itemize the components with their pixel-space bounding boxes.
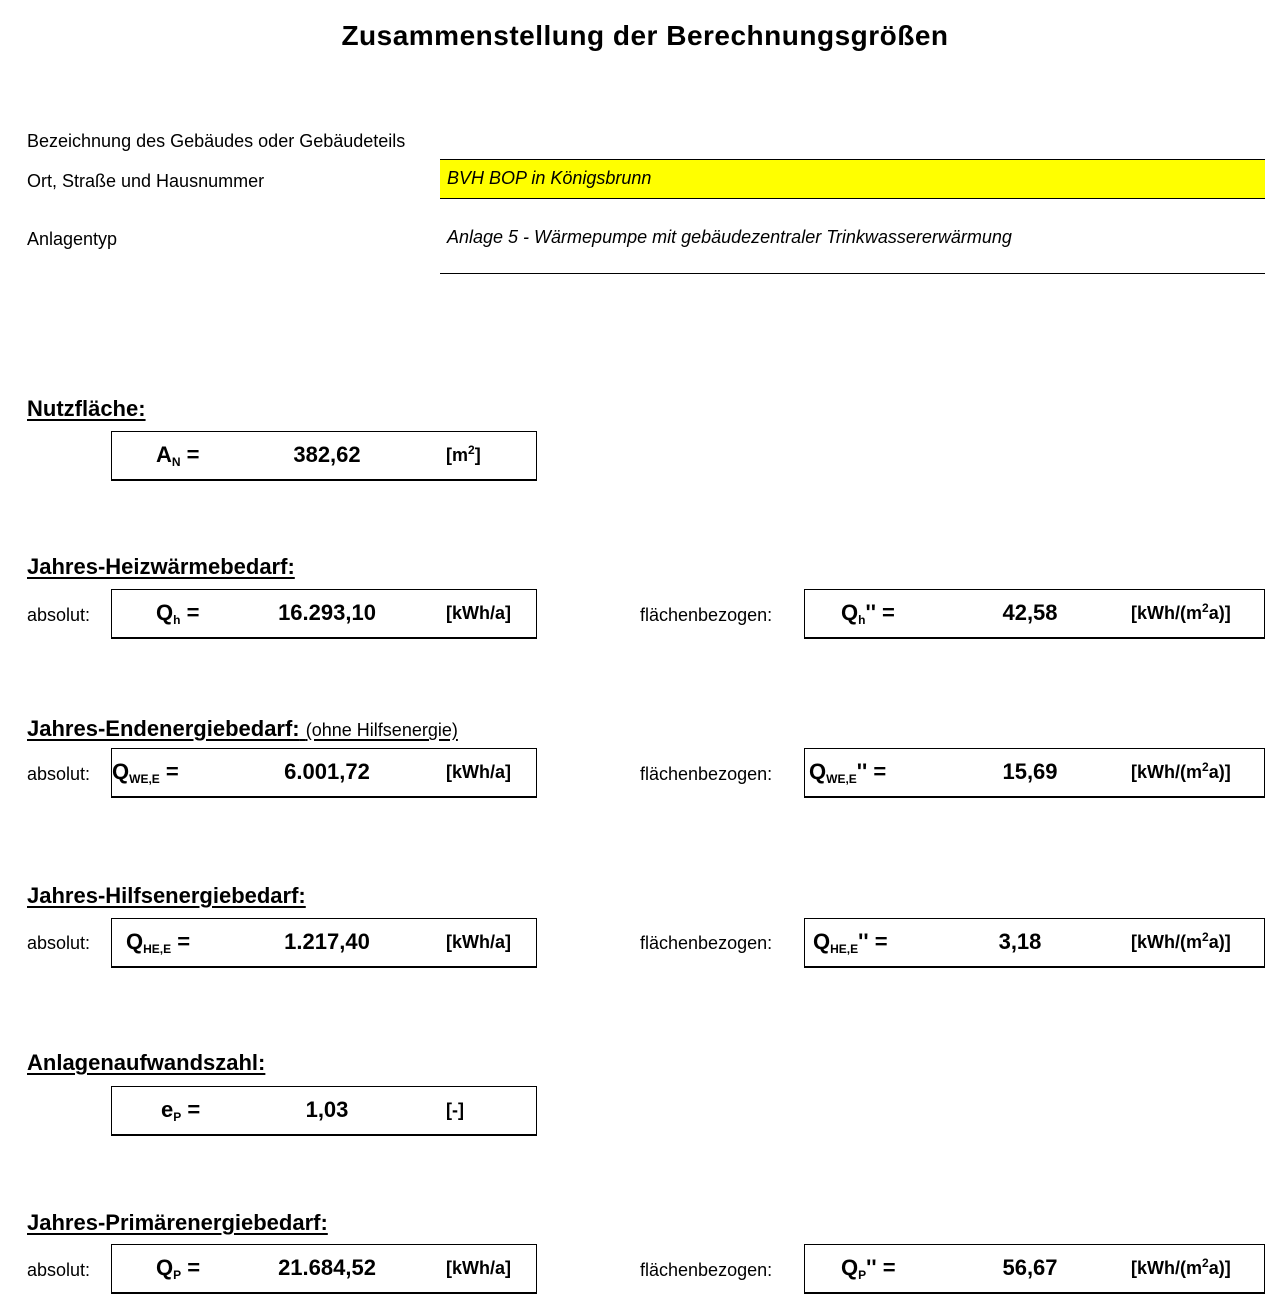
primaerenergiebedarf-absolute-unit: [kWh/a] (446, 1258, 511, 1278)
hilfsenergiebedarf-absolute-label: absolut: (27, 933, 91, 953)
endenergiebedarf-area-value: 15,69 (1002, 759, 1058, 784)
hilfsenergiebedarf-absolute-symbol: $Q_{HE,E}$ = (126, 929, 191, 956)
heizwaermebedarf-absolute-box (111, 589, 537, 639)
primaerenergiebedarf-area-label: flächenbezogen: (640, 1260, 773, 1280)
hilfsenergiebedarf-area-symbol: $Q_{HE,E}''$ = (813, 929, 888, 956)
address-value: BVH BOP in Königsbrunn (447, 168, 652, 188)
anlagenaufwandszahl-symbol: $e_P$ = (161, 1097, 201, 1124)
heizwaermebedarf-absolute-label: absolut: (27, 605, 91, 625)
system-type-field[interactable] (440, 221, 1265, 274)
system-type-label: Anlagentyp (27, 229, 118, 249)
heizwaermebedarf-absolute-value: 16.293,10 (278, 600, 376, 625)
nutzflaeche-box (111, 431, 537, 481)
anlagenaufwandszahl-value: 1,03 (305, 1097, 349, 1122)
endenergiebedarf-absolute-label: absolut: (27, 764, 91, 784)
hilfsenergiebedarf-absolute-unit: [kWh/a] (446, 932, 511, 952)
heizwaermebedarf-area-label: flächenbezogen: (640, 605, 773, 625)
building-designation-label: Bezeichnung des Gebäudes oder Gebäudeteils (27, 131, 406, 151)
endenergiebedarf-absolute-symbol: $Q_{WE,E}$ = (112, 759, 179, 786)
nutzflaeche-unit: $[m^2]$ (446, 443, 481, 465)
anlagenaufwandszahl-box (111, 1086, 537, 1136)
primaerenergiebedarf-area-value: 56,67 (1002, 1255, 1058, 1280)
heizwaermebedarf-area-symbol: $Q_h''$ = (841, 600, 895, 627)
nutzflaeche-symbol: $A_N$ = (156, 442, 200, 469)
primaerenergiebedarf-heading: Jahres-Primärenergiebedarf: (27, 1210, 328, 1235)
primaerenergiebedarf-area-unit: $[kWh/(m^2a)]$ (1131, 1256, 1231, 1278)
hilfsenergiebedarf-area-label: flächenbezogen: (640, 933, 773, 953)
endenergiebedarf-heading: Jahres-Endenergiebedarf: (ohne Hilfsenergie) (27, 716, 458, 741)
endenergiebedarf-absolute-value: 6.001,72 (284, 759, 370, 784)
heizwaermebedarf-heading: Jahres-Heizwärmebedarf: (27, 554, 295, 579)
page-title: Zusammenstellung der Berechnungsgrößen (341, 20, 949, 51)
address-field[interactable] (440, 159, 1265, 199)
primaerenergiebedarf-absolute-symbol: $Q_P$ = (156, 1255, 201, 1282)
heizwaermebedarf-absolute-unit: [kWh/a] (446, 603, 511, 623)
primaerenergiebedarf-absolute-value: 21.684,52 (278, 1255, 376, 1280)
heizwaermebedarf-area-unit: $[kWh/(m^2a)]$ (1131, 601, 1231, 623)
anlagenaufwandszahl-heading: Anlagenaufwandszahl: (27, 1050, 266, 1075)
hilfsenergiebedarf-area-unit: $[kWh/(m^2a)]$ (1131, 930, 1231, 952)
endenergiebedarf-area-label: flächenbezogen: (640, 764, 773, 784)
nutzflaeche-heading: Nutzfläche: (27, 396, 146, 421)
primaerenergiebedarf-area-box (804, 1244, 1265, 1294)
endenergiebedarf-note: (ohne Hilfsenergie) (305, 720, 458, 740)
primaerenergiebedarf-absolute-label: absolut: (27, 1260, 91, 1280)
hilfsenergiebedarf-area-value: 3,18 (998, 929, 1042, 954)
heizwaermebedarf-area-value: 42,58 (1002, 600, 1058, 625)
address-label: Ort, Straße und Hausnummer (27, 171, 265, 191)
primaerenergiebedarf-area-symbol: $Q_P''$ = (841, 1255, 896, 1282)
hilfsenergiebedarf-absolute-box (111, 918, 537, 968)
endenergiebedarf-area-box (804, 748, 1265, 798)
anlagenaufwandszahl-unit: [-] (446, 1100, 464, 1120)
nutzflaeche-value: 382,62 (293, 442, 361, 467)
primaerenergiebedarf-absolute-box (111, 1244, 537, 1294)
endenergiebedarf-absolute-box (111, 748, 537, 798)
hilfsenergiebedarf-heading: Jahres-Hilfsenergiebedarf: (27, 883, 306, 908)
hilfsenergiebedarf-area-box (804, 918, 1265, 968)
system-type-value: Anlage 5 - Wärmepumpe mit gebäudezentraler Trinkwassererwärmung (447, 227, 1012, 247)
heizwaermebedarf-area-box (804, 589, 1265, 639)
endenergiebedarf-area-unit: $[kWh/(m^2a)]$ (1131, 760, 1231, 782)
endenergiebedarf-absolute-unit: [kWh/a] (446, 762, 511, 782)
heizwaermebedarf-absolute-symbol: $Q_h$ = (156, 600, 200, 627)
hilfsenergiebedarf-absolute-value: 1.217,40 (284, 929, 370, 954)
endenergiebedarf-area-symbol: $Q_{WE,E}''$ = (809, 759, 887, 786)
